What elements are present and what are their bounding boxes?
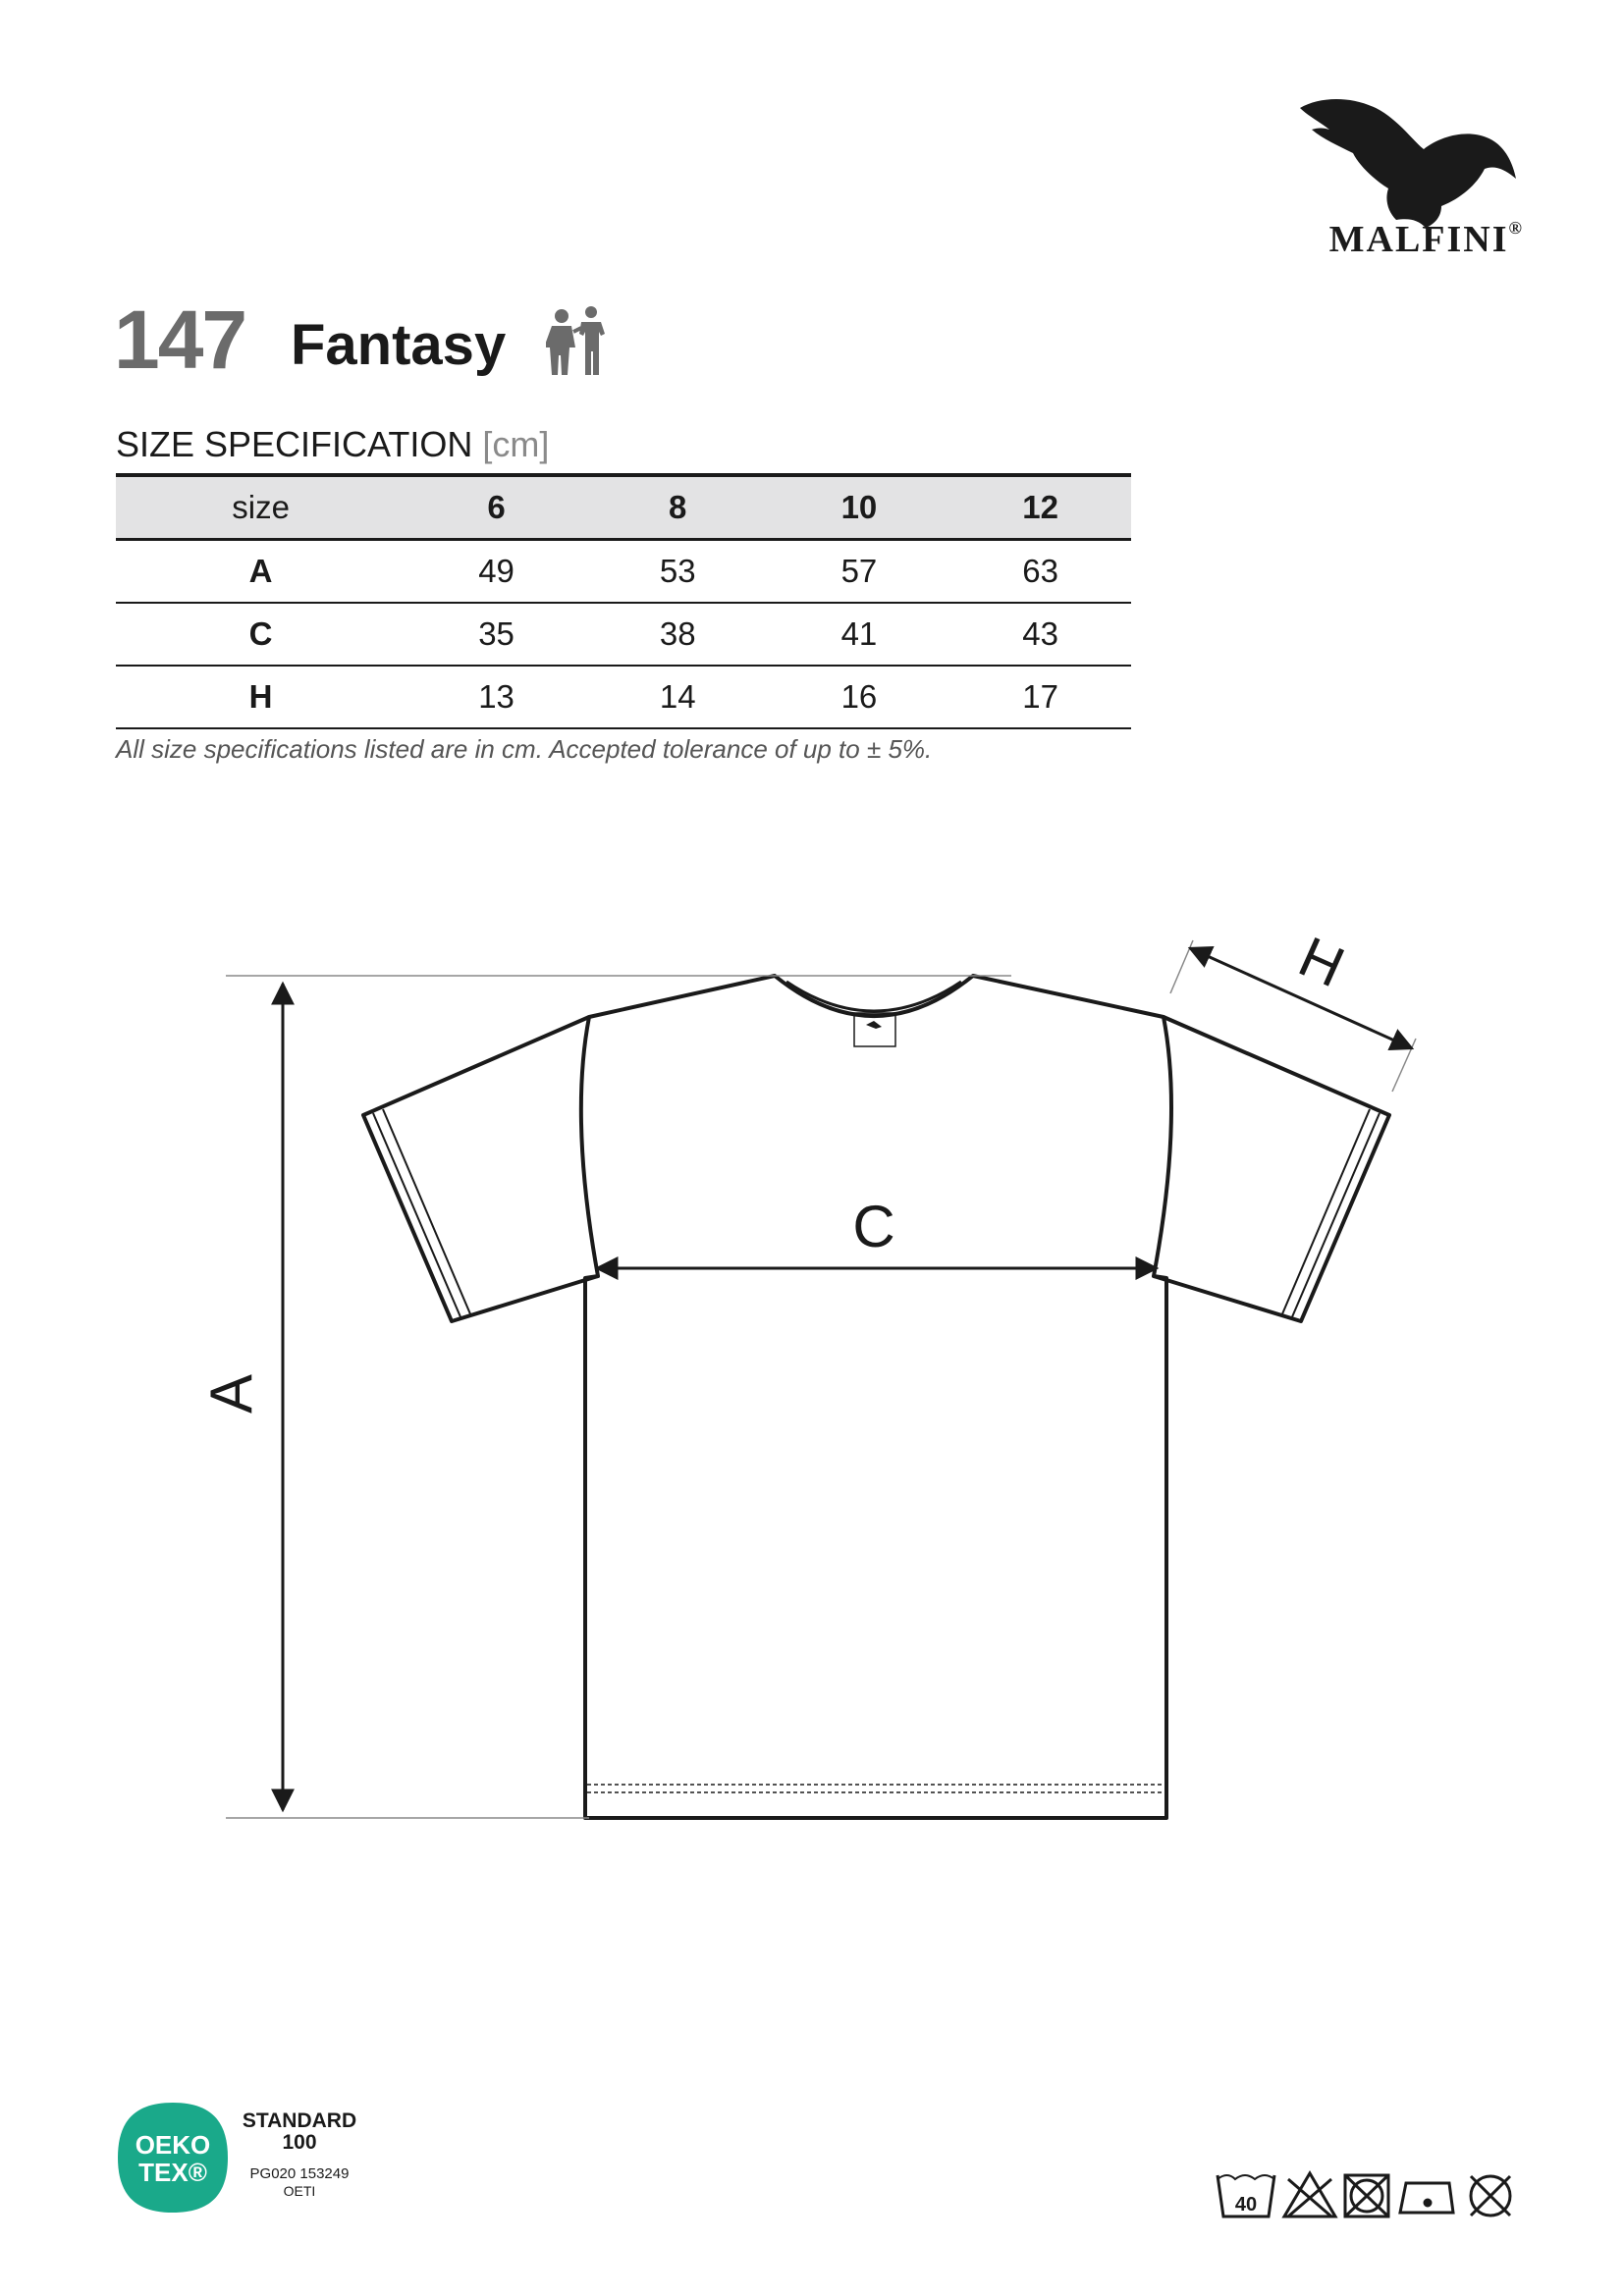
header-cell: 10 (769, 475, 950, 540)
label-c: C (852, 1194, 895, 1259)
product-code: 147 (114, 294, 246, 386)
product-name: Fantasy (291, 313, 507, 377)
header-cell: size (116, 475, 406, 540)
standard-line1: STANDARD (242, 2109, 357, 2132)
standard-line2: 100 (282, 2131, 317, 2154)
svg-text:TEX®: TEX® (138, 2158, 207, 2187)
table-cell: 16 (769, 666, 950, 728)
table-row (116, 603, 1131, 666)
table-cell: 43 (949, 603, 1131, 666)
header-cell: 8 (587, 475, 769, 540)
malfini-logo (1294, 90, 1522, 267)
table-row (116, 666, 1131, 728)
svg-text:OEKO: OEKO (135, 2130, 211, 2160)
header-cell: 6 (406, 475, 587, 540)
certificate-institute: OETI (283, 2183, 316, 2199)
size-table (116, 473, 1131, 729)
table-cell: 53 (587, 540, 769, 604)
care-symbols (1214, 2167, 1526, 2222)
table-cell: 13 (406, 666, 587, 728)
size-spec-title: SIZE SPECIFICATION [cm] (116, 424, 550, 464)
table-cell: 41 (769, 603, 950, 666)
row-label: A (116, 540, 406, 604)
brand-name: MALFINI® (1328, 218, 1524, 260)
tshirt-diagram (196, 923, 1473, 1865)
neck-label (854, 1013, 895, 1046)
wash-40-icon (1218, 2175, 1274, 2216)
row-label: H (116, 666, 406, 728)
sleeve-dimension (1170, 925, 1416, 1092)
label-a: A (198, 1373, 264, 1415)
no-bleach-icon (1284, 2173, 1335, 2216)
eagle-icon (1294, 90, 1522, 238)
tshirt-outline (363, 976, 1389, 1818)
label-h: H (1289, 924, 1354, 1000)
table-cell: 49 (406, 540, 587, 604)
size-spec-unit: [cm] (482, 424, 550, 464)
length-dimension (198, 976, 1011, 1818)
tolerance-note: All size specifications listed are in cm. Accepted tolerance of up to ± 5%. (116, 734, 933, 764)
no-tumble-dry-icon (1345, 2175, 1388, 2216)
iron-low-icon (1400, 2183, 1453, 2213)
oeko-tex-info (236, 2110, 363, 2199)
table-cell: 63 (949, 540, 1131, 604)
table-cell: 57 (769, 540, 950, 604)
row-label: C (116, 603, 406, 666)
table-cell: 35 (406, 603, 587, 666)
svg-text:40: 40 (1234, 2194, 1258, 2216)
table-cell: 17 (949, 666, 1131, 728)
table-cell: 38 (587, 603, 769, 666)
table-row (116, 540, 1131, 604)
table-cell: 14 (587, 666, 769, 728)
chest-dimension (597, 1194, 1157, 1268)
oeko-tex-badge (116, 2101, 230, 2215)
header-cell: 12 (949, 475, 1131, 540)
certificate-code: PG020 153249 (249, 2165, 350, 2182)
no-dry-clean-icon (1471, 2176, 1510, 2216)
kids-icon (546, 306, 609, 377)
table-header-row (116, 475, 1131, 540)
